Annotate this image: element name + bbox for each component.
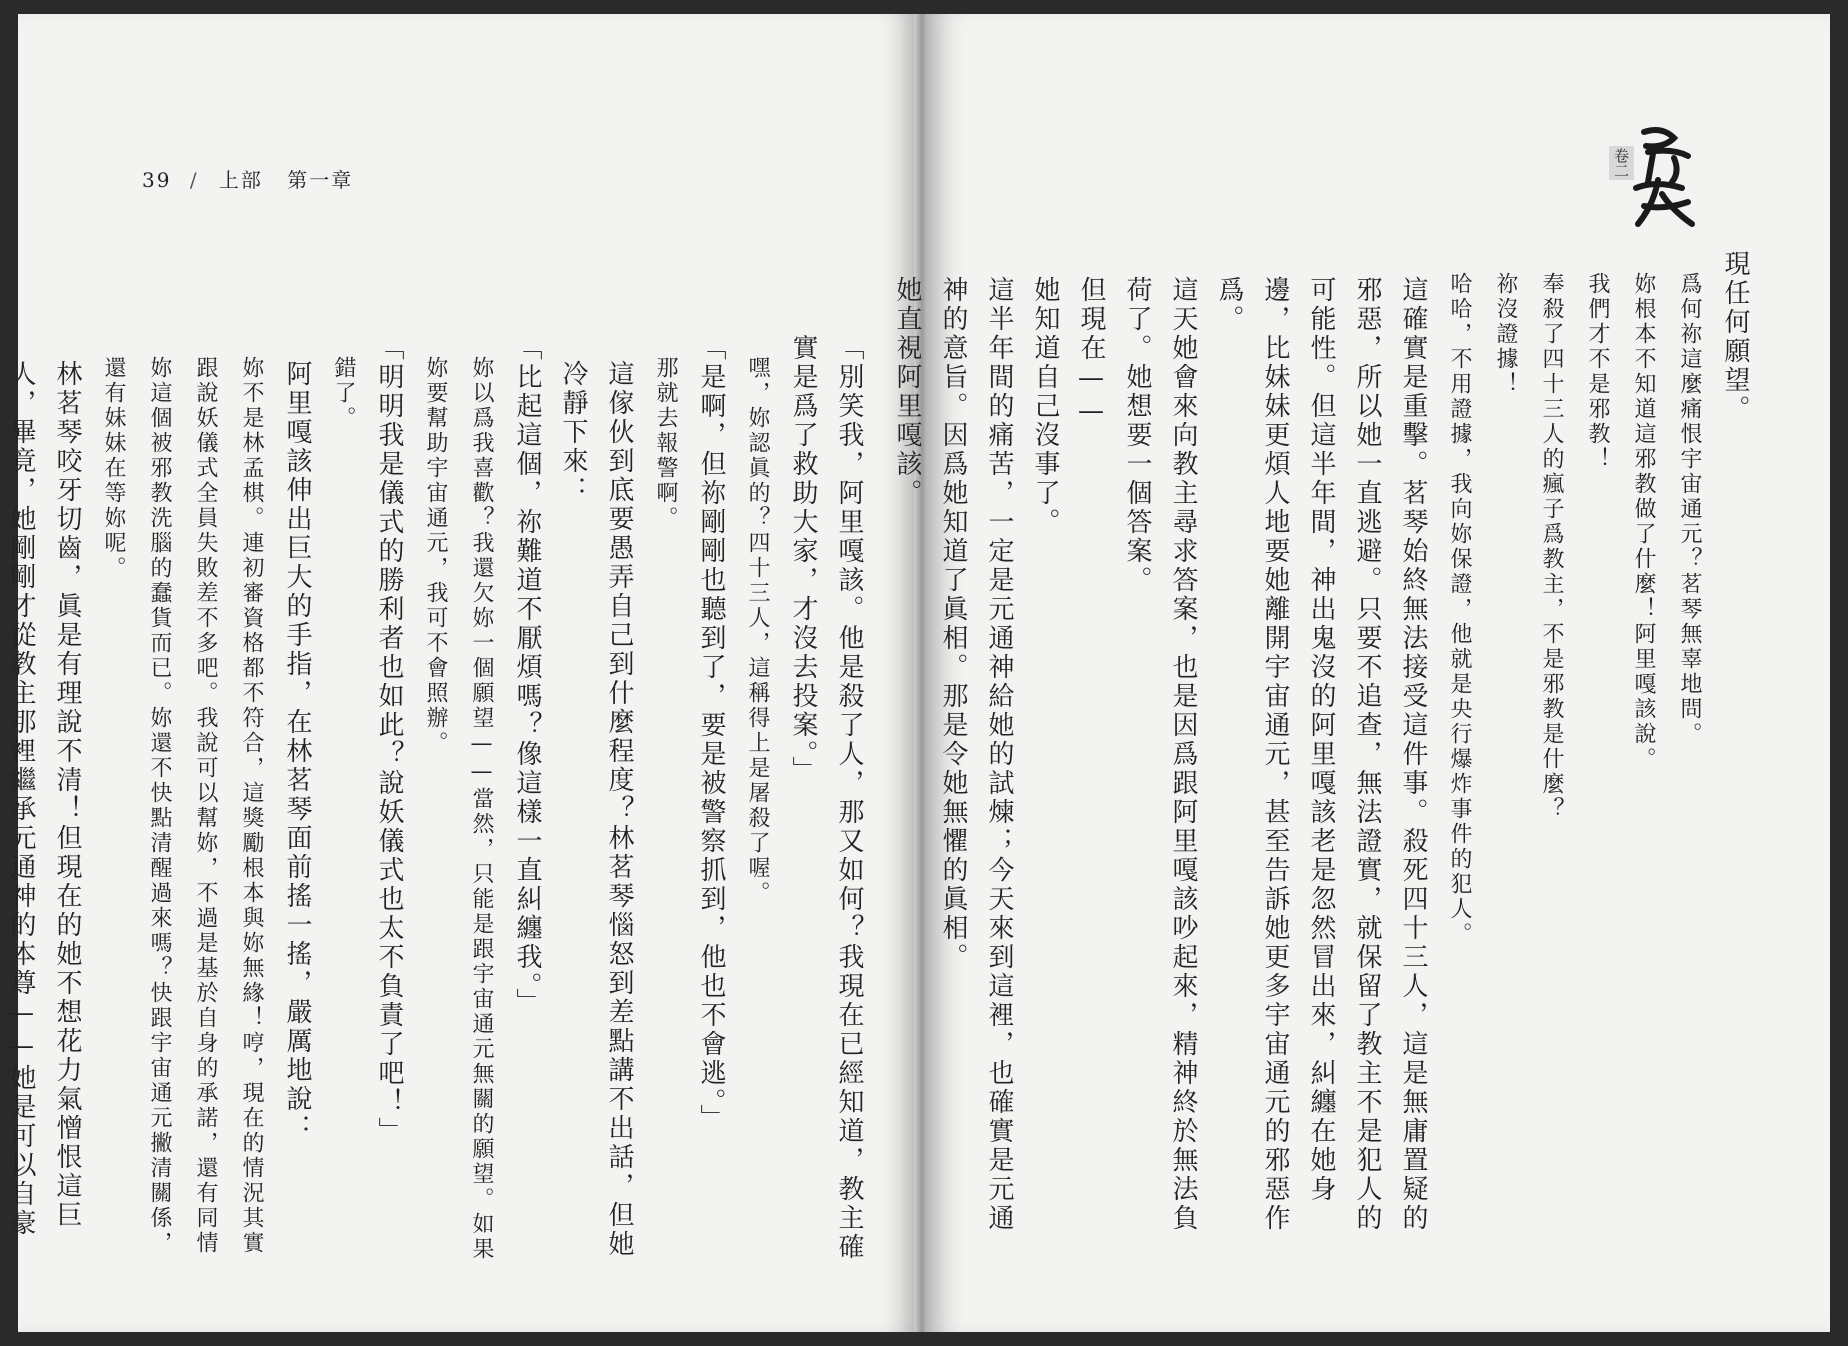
paragraph: 這確實是重擊。茗琴始終無法接受這件事。殺死四十三人，這是無庸置疑的邪惡，所以她一直逃避。只要不追查，無法證實，就保留了教主不是犯人的可能性。但這半年間，神出鬼沒的阿里嘎該老是忽然冒出來，糾纏在她身邊，比妹妹更煩人地要她離開宇宙通元，甚至告訴她更多宇宙通元的邪惡作爲。 <box>1214 276 1428 1233</box>
paragraph: 那就去報警啊。 <box>653 356 678 531</box>
paragraph: 她直視阿里嘎該。 <box>892 276 922 508</box>
volume-label: 卷二 <box>1609 146 1634 180</box>
paragraph: 奉殺了四十三人的瘋子爲教主，不是邪教是什麼？ <box>1539 272 1564 822</box>
paragraph: 這天她會來向教主尋求答案，也是因爲跟阿里嘎該吵起來，精神終於無法負荷了。她想要一個答案。 <box>1122 276 1198 1233</box>
paragraph: 哈哈，不用證據，我向妳保證，他就是央行爆炸事件的犯人。 <box>1447 272 1472 947</box>
paragraph: 「是啊，但祢剛剛也聽到了，要是被警察抓到，他也不會逃。」 <box>696 334 726 1133</box>
left-page <box>6 14 918 1332</box>
chapter-title: 第一章 <box>287 168 354 192</box>
paragraph: 錯了。 <box>331 356 356 431</box>
paragraph: 她知道自己沒事了。 <box>1030 276 1060 537</box>
paragraph: 現任何願望。 <box>1720 250 1750 424</box>
paragraph: 這傢伙到底要愚弄自己到什麼程度？林茗琴惱怒到差點講不出話，但她冷靜下來： <box>558 360 634 1259</box>
paragraph: 「別笑我，阿里嘎該。他是殺了人，那又如何？我現在已經知道，教主確實是爲了救助大家，才沒去投案。」 <box>788 334 864 1262</box>
paragraph: 妳根本不知道這邪教做了什麼！阿里嘎該說。 <box>1631 272 1656 772</box>
paragraph: 我們才不是邪教！ <box>1585 272 1610 472</box>
paragraph: 阿里嘎該伸出巨大的手指，在林茗琴面前搖一搖，嚴厲地說： <box>282 360 312 1143</box>
header-separator: / <box>189 168 199 192</box>
left-body-text <box>0 334 872 1264</box>
page-number: 39 <box>142 168 172 192</box>
paragraph: 但現在—— <box>1076 276 1106 429</box>
paragraph: 「明明我是儀式的勝利者也如此？說妖儀式也太不負責了吧！」 <box>374 334 404 1146</box>
paragraph: 這半年間的痛苦，一定是元通神給她的試煉；今天來到這裡，也確實是元通神的意旨。因爲她知道了眞相。那是令她無懼的眞相。 <box>938 276 1014 1233</box>
right-page <box>892 14 1830 1332</box>
running-header <box>142 164 353 193</box>
paragraph: 林茗琴咬牙切齒，眞是有理說不清！但現在的她不想花力氣憎恨這巨人，畢竟，她剛剛才從教主那裡繼承元通神的本尊——她是可以自豪 <box>6 360 82 1238</box>
part-title: 上部 <box>218 168 263 192</box>
paragraph: 爲何祢這麼痛恨宇宙通元？茗琴無辜地問。 <box>1677 272 1702 747</box>
right-body-text <box>884 250 1758 1250</box>
paragraph: 祢沒證據！ <box>1493 272 1518 397</box>
paragraph: 妳不是林孟棋。連初審資格都不符合，這獎勵根本與妳無緣！哼，現在的情況其實跟說妖儀式全員失敗差不多吧。我說可以幫妳，不過是基於自身的承諾，還有同情妳這個被邪教洗腦的蠢貨而已。妳還不快點清醒過來嗎？快跟宇宙通元撇清關係，還有妹妹在等妳呢。 <box>101 356 264 1256</box>
paragraph: 「比起這個，祢難道不厭煩嗎？像這樣一直糾纏我。」 <box>512 334 542 1017</box>
paragraph: 嘿，妳認眞的？四十三人，這稱得上是屠殺了喔。 <box>745 356 770 906</box>
paragraph: 妳以爲我喜歡？我還欠妳一個願望——當然，只能是跟宇宙通元無關的願望。如果妳要幫助宇宙通元，我可不會照辦。 <box>423 356 494 1262</box>
